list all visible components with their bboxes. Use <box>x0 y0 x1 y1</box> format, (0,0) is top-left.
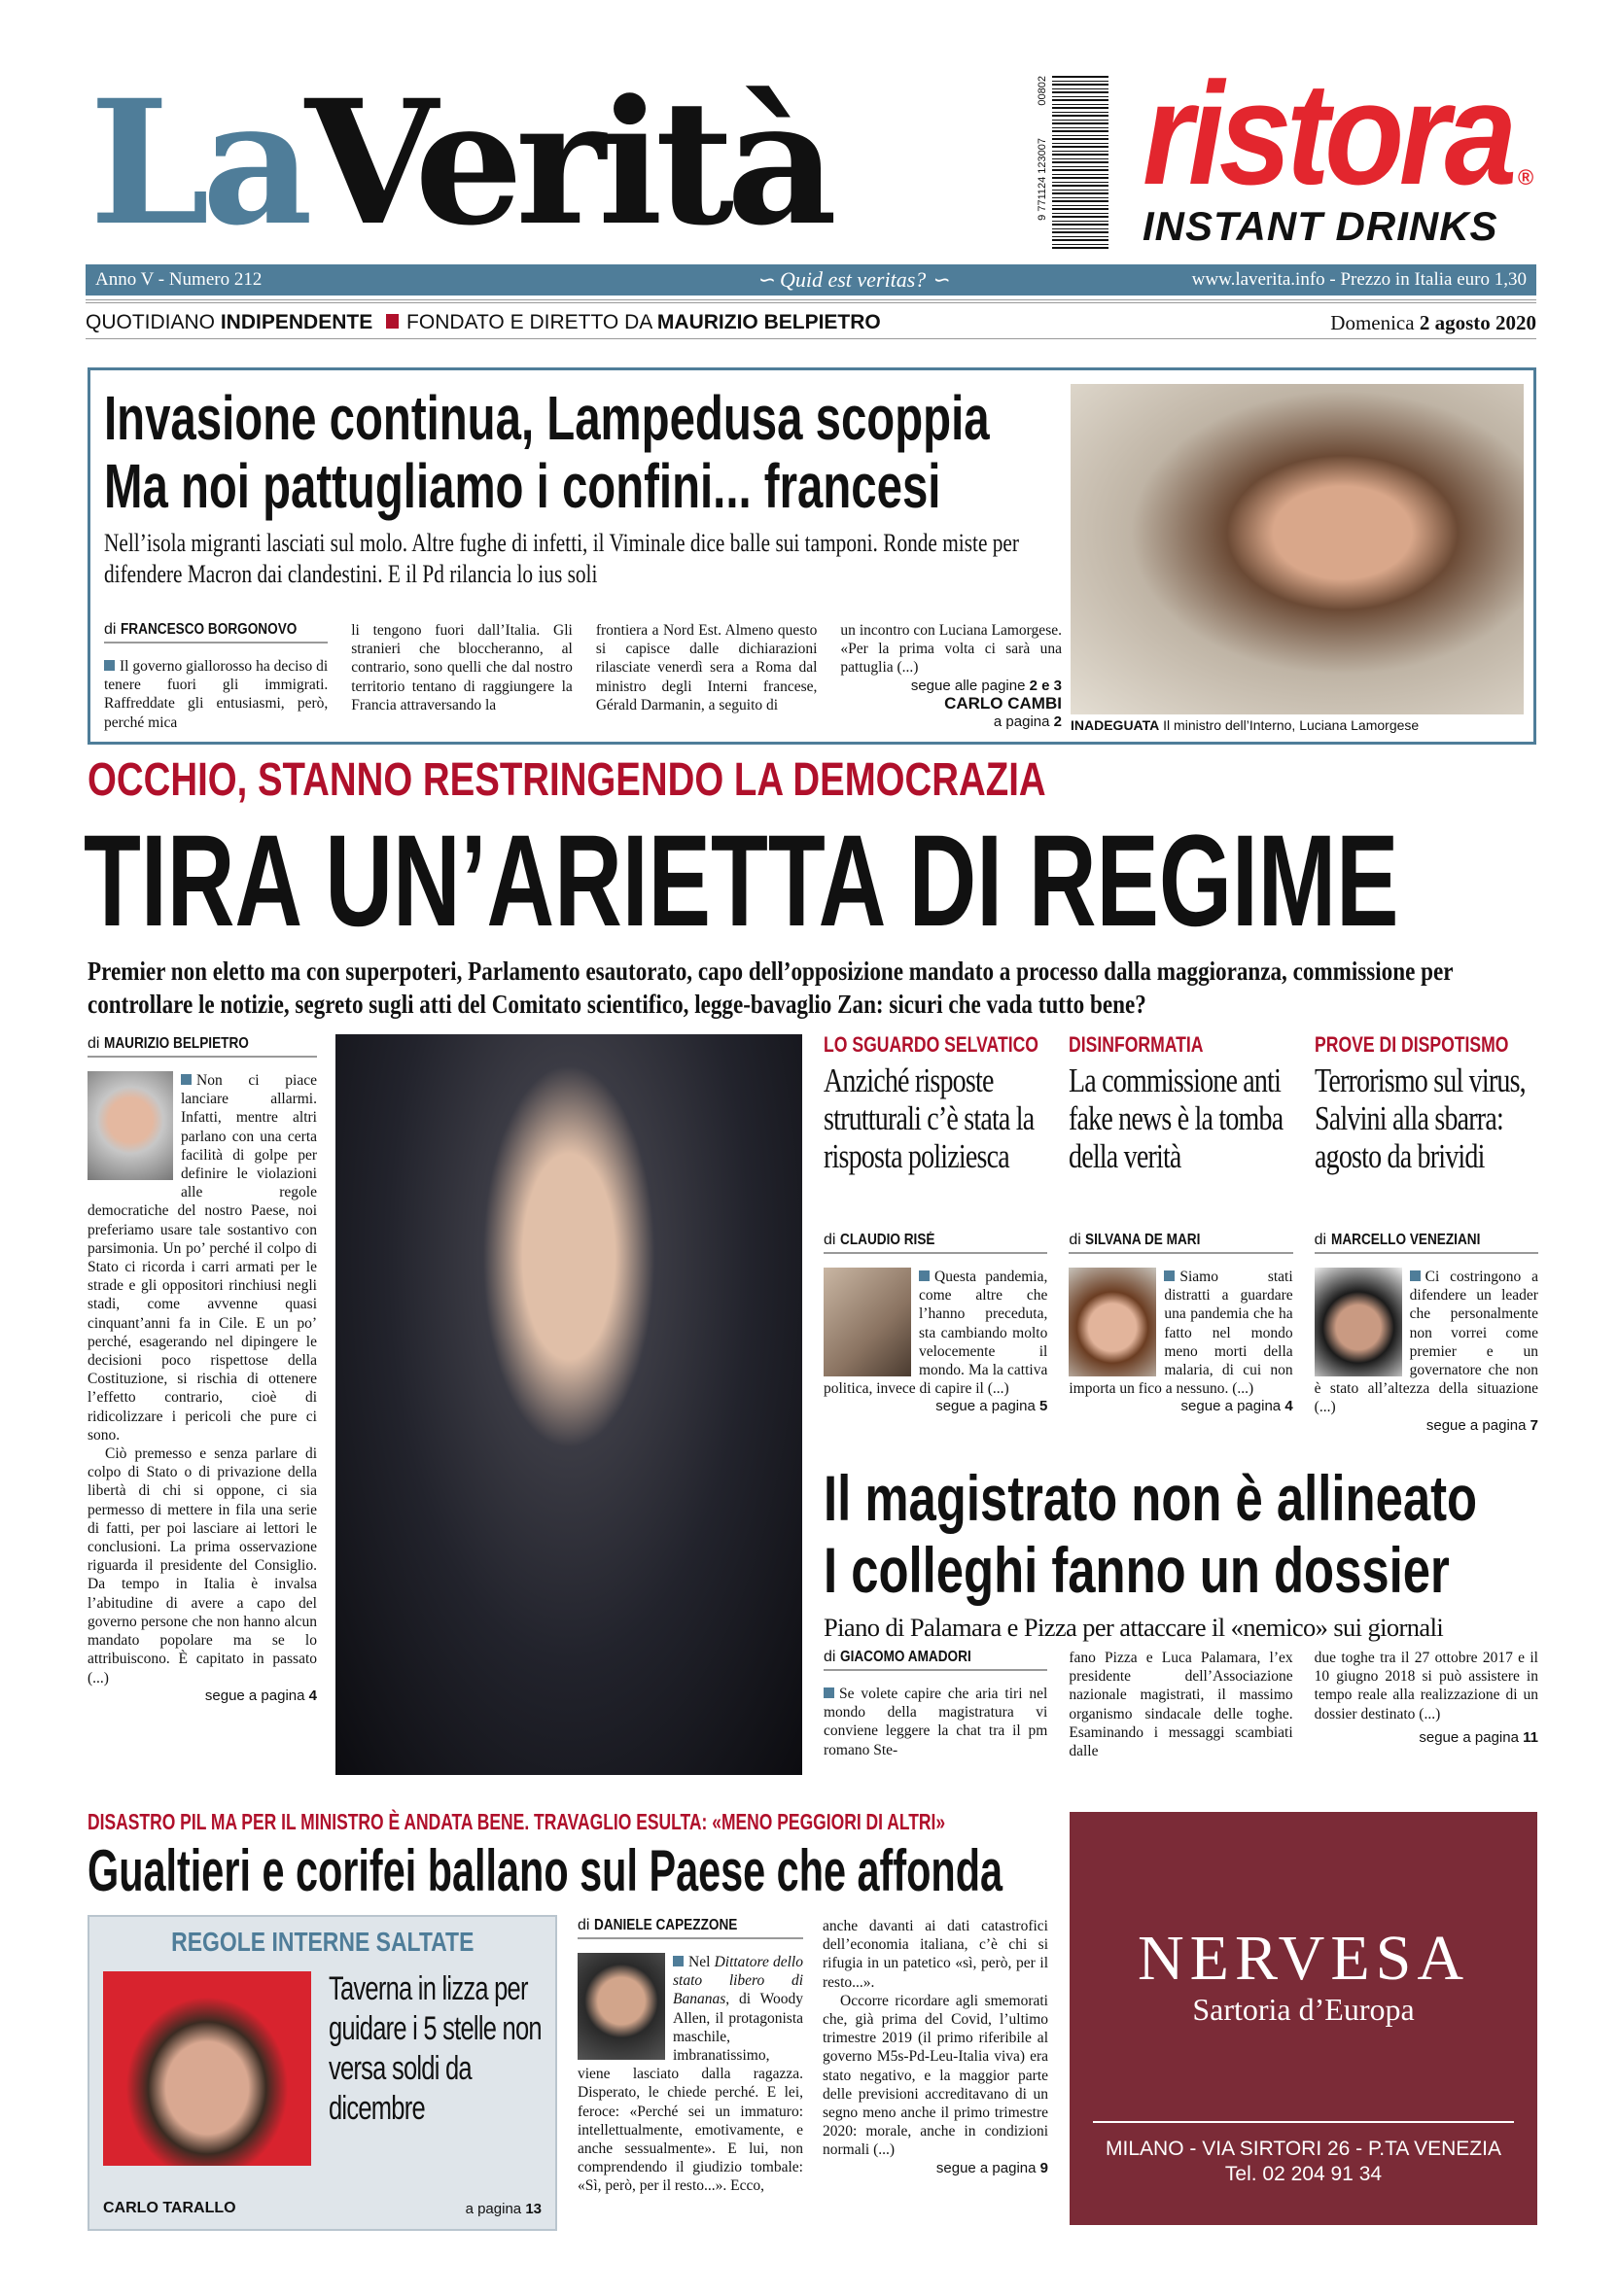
layout-block <box>1315 1232 1538 1254</box>
nervesa-tagline: Sartoria d’Europa <box>1192 1992 1415 2027</box>
bullet-square-icon <box>824 1687 834 1698</box>
layout-block <box>1315 1032 1538 1058</box>
layout-block <box>824 1649 1047 1671</box>
layout-block <box>823 2160 1048 2176</box>
layout-block <box>1143 203 1541 249</box>
text: segue a pagina <box>935 1398 1039 1415</box>
layout-block <box>1069 1032 1292 1058</box>
day: Domenica <box>1330 311 1420 334</box>
text: di <box>824 1232 840 1248</box>
conte-photo[interactable] <box>335 1034 802 1775</box>
opinion-rise[interactable] <box>824 1032 1047 1434</box>
text: DISASTRO PIL MA PER IL MINISTRO È ANDATA BENE. TRAVAGLIO ESULTA: «MENO PEGGIORI DI ALTRI» <box>88 1809 946 1834</box>
second-author: CARLO CAMBI <box>944 693 1062 713</box>
registered-mark: ® <box>1518 165 1534 190</box>
text: due toghe tra il 27 ottobre 2017 e il 10 giugno 2018 si può assistere in tempo reale alla realizzazione di un dossier destinato (...) <box>1314 1650 1538 1722</box>
opinion-columns <box>824 1032 1538 1434</box>
main-headline[interactable] <box>84 809 1618 954</box>
issue-date <box>1330 311 1536 335</box>
text: 11 <box>1523 1728 1538 1746</box>
ristora-tagline: INSTANT DRINKS <box>1143 203 1498 249</box>
layout-block <box>466 2201 542 2217</box>
layout-block <box>104 621 328 644</box>
magistrate-story[interactable] <box>824 1462 1538 1760</box>
author: FRANCESCO BORGONOVO <box>120 621 298 638</box>
text: SILVANA DE MARI <box>1085 1232 1201 1248</box>
text: di <box>88 1035 104 1052</box>
box-headline: Taverna in lizza per guidare i 5 stelle non versa soldi da dicembre <box>329 1970 542 2127</box>
red-square <box>386 314 399 329</box>
text: LO SGUARDO SELVATICO <box>824 1032 1038 1057</box>
magistrate-headline-2 <box>824 1534 1538 1612</box>
text: DANIELE CAPEZZONE <box>593 1917 738 1933</box>
text: Il magistrato non è allineato <box>824 1462 1478 1534</box>
layout-block <box>104 657 328 732</box>
layout-block <box>1315 1417 1538 1434</box>
bullet-square-icon <box>104 660 115 671</box>
subtitle-bar <box>86 311 1536 339</box>
bullet-square-icon <box>181 1074 192 1085</box>
author: MAURIZIO BELPIETRO <box>103 1035 249 1052</box>
layout-block <box>1315 1649 1538 1760</box>
layout-block <box>1315 1061 1538 1232</box>
text: segue a pagina <box>935 2159 1040 2176</box>
barcode <box>1052 74 1108 249</box>
layout-block <box>1069 1061 1292 1232</box>
nervesa-address: MILANO - VIA SIRTORI 26 - P.TA VENEZIA <box>1106 2138 1501 2160</box>
text: OCCHIO, STANNO RESTRINGENDO LA DEMOCRAZIA <box>88 754 1046 806</box>
ristora-brand: ristora <box>1143 52 1512 215</box>
editorial-column[interactable] <box>88 1035 317 1704</box>
text: DISINFORMATIA <box>1069 1032 1204 1057</box>
text: 4 <box>1284 1398 1293 1415</box>
ad-divider <box>1093 2121 1514 2123</box>
layout-block <box>824 1032 1047 1058</box>
top-col-3: frontiera a Nord Est. Almeno questo si capisce dalle dichiarazioni rilasciate venerdì sera a Roma dal ministro degli Interni francese, Gérald Darmanin, a seguito di <box>595 622 818 713</box>
founder-name: MAURIZIO BELPIETRO <box>656 311 881 333</box>
text: di <box>824 1649 840 1665</box>
bullet-square-icon <box>919 1270 930 1281</box>
nervesa-ad[interactable] <box>1070 1812 1537 2225</box>
opinion-de-mari[interactable] <box>1069 1032 1292 1434</box>
layout-block <box>824 1649 1538 1760</box>
layout-block <box>1069 1232 1292 1254</box>
layout-block <box>840 713 1062 730</box>
text: di <box>578 1917 594 1933</box>
text: GIACOMO AMADORI <box>839 1649 971 1665</box>
text: segue a pagina <box>204 1687 309 1704</box>
text: Il ministro dell’Interno, Luciana Lamorgese <box>1159 717 1420 733</box>
text: INADEGUATA <box>1071 717 1160 733</box>
layout-block <box>824 1685 1047 1759</box>
text: Ci costringono a difendere un leader che personalmente non vorrei come premier e un governatore che non è stato all’altezza della situazione (...) <box>1314 1269 1538 1416</box>
text: a pagina <box>465 2201 526 2217</box>
veneziani-photo <box>1315 1268 1402 1376</box>
main-kicker <box>88 756 1285 805</box>
text: Invasione continua, Lampedusa scoppia <box>104 383 990 453</box>
box-author: CARLO TARALLO <box>103 2200 236 2216</box>
layout-block <box>1143 52 1541 215</box>
text: Dittatore dello stato libero di Bananas <box>673 1954 803 2008</box>
nervesa-brand: NERVESA <box>1137 1923 1470 1994</box>
layout-block <box>824 1398 1047 1414</box>
top-story[interactable] <box>88 367 1536 745</box>
text: Se volete capire che aria tiri nel mondo della magistratura vi conviene leggere la chat tra il pm romano Ste- <box>824 1686 1048 1758</box>
text: Il governo giallorosso ha deciso di tenere fuori gli immigrati. Raffreddate gli entusiasmi, però, perché mica <box>104 658 329 731</box>
text: 2 <box>1053 713 1062 730</box>
founder-label: FONDATO E DIRETTO DA <box>406 311 657 333</box>
opinion-headline: La commissione anti fake news è la tomba della verità <box>1069 1061 1284 1175</box>
text: 7 <box>1530 1416 1538 1434</box>
text: Ciò premesso e senza parlare di colpo di Stato o di privazione della libertà di chi si oppone, ci sia permesso di mettere in fila una serie di fatti, per poi lasciare ai lettori le conclusioni. La prima osservazione riguarda il presidente del Consiglio. Da tempo in Italia è invalsa l’abitudine di avere a capo del governo persone che non hanno alcun mandato popolare ma se lo attribuiscono. È capitato in passato (...) <box>88 1445 317 1687</box>
text: MARCELLO VENEZIANI <box>1330 1232 1480 1248</box>
capezzone-photo <box>578 1953 665 2060</box>
text: di <box>104 621 121 638</box>
layout-block <box>824 1232 1047 1254</box>
opinion-veneziani[interactable] <box>1315 1032 1538 1434</box>
divider <box>86 299 1536 303</box>
tagline-bold: INDIPENDENTE <box>220 311 373 333</box>
opinion-headline: Terrorismo sul virus, Salvini alla sbarra: agosto da brividi <box>1314 1061 1526 1175</box>
magistrate-deck-row <box>824 1612 1538 1643</box>
text: Non ci piace lanciare allarmi. Infatti, mentre altri parlano con una certa facilità di golpe per definire le violazioni alle regole democratiche del nostro Paese, noi preferiamo usare tale sostantivo con parsimonia. Un po’ perché il colpo di Stato ci ricorda i carri armati per le strade e gli oppositori rinchiusi negli stadi, come avvenne quasi cinquant’anni fa in Cile. E un po’ perché, esagerando nel dipingere le decisioni poco rispettose della Costituzione, si rischia di ottenere l’effetto contrario, cioè di ridicolizzare i pericoli che pure ci sono. <box>88 1072 317 1444</box>
info-bar <box>86 264 1536 296</box>
website-price[interactable]: www.laverita.info - Prezzo in Italia euro 1,30 <box>1191 269 1527 290</box>
gdp-kicker <box>88 1808 1216 1835</box>
text: un incontro con Luciana Lamorgese. «Per la prima volta ci sarà una pattuglia (...) <box>840 622 1062 677</box>
text: di <box>1314 1232 1331 1248</box>
bullet-square-icon <box>1410 1270 1421 1281</box>
layout-block <box>824 1061 1047 1232</box>
layout-block <box>578 1917 803 1939</box>
bullet-square-icon <box>673 1956 684 1966</box>
layout-block <box>104 621 1062 732</box>
top-col-2: li tengono fuori dall’Italia. Gli stranieri che bloccheranno, al contrario, sono quelli che dal nostro territorio tentano di raggiungere la Francia attraversando la <box>351 622 573 713</box>
issue-number: Anno V - Numero 212 <box>95 269 263 290</box>
top-col-1 <box>104 621 328 732</box>
text: segue a pagina <box>1425 1416 1530 1434</box>
top-col-4 <box>840 621 1062 732</box>
text: 9 <box>1039 2159 1048 2176</box>
layout-block <box>88 1035 317 1058</box>
date: 2 agosto 2020 <box>1419 311 1536 334</box>
layout-block <box>823 1917 1048 2196</box>
text: REGOLE INTERNE SALTATE <box>170 1927 475 1957</box>
layout-block <box>88 1687 317 1704</box>
text: TIRA UN’ARIETTA DI REGIME <box>84 809 1399 954</box>
text: di <box>1069 1232 1086 1248</box>
layout-block <box>840 678 1062 694</box>
logo-verita: Verità <box>304 62 830 263</box>
layout-block <box>1069 1398 1292 1414</box>
text: Questa pandemia, come altre che l’hanno preceduta, sta cambiando molto velocemente il mondo. Ma la cattiva politica, invece di capire il (...) <box>824 1269 1048 1398</box>
layout-block <box>578 1917 803 2196</box>
bullet-square-icon <box>1164 1270 1175 1281</box>
rise-photo <box>824 1268 911 1376</box>
text: 2 e 3 <box>1029 677 1062 694</box>
capezzone-article[interactable] <box>578 1917 1048 2196</box>
main-deck: Premier non eletto ma con superpoteri, Parlamento esautorato, capo dell’opposizione mandato a processo dalla maggioranza, commissione per controllare le notizie, segreto sugli atti del Comitato scientifico, legge-bavaglio Zan: sicuri che vada tutto bene? <box>88 956 1454 1019</box>
text: Gualtieri e corifei ballano sul Paese che affonda <box>88 1838 1003 1903</box>
lamorgese-photo[interactable] <box>1071 384 1524 714</box>
nervesa-phone: Tel. 02 204 91 34 <box>1224 2163 1383 2185</box>
tagline-part: QUOTIDIANO <box>86 311 221 333</box>
opinion-headline: Anziché risposte strutturali c’è stata la risposta poliziesca <box>824 1061 1035 1175</box>
text: 13 <box>525 2201 542 2217</box>
barcode-number: 9 771124 123007 <box>1037 138 1048 221</box>
taverna-photo <box>103 1971 311 2166</box>
masthead-logo[interactable] <box>89 62 1023 263</box>
text: anche davanti ai dati catastrofici dell’economia italiana, c’è chi si rifugia in un patetico «sì, però, per il resto...». <box>823 1918 1048 1991</box>
text: segue a pagina <box>1419 1728 1524 1746</box>
text: , di Woody Allen, il protagonista maschile, imbranatissimo, viene lasciato dalla ragazza. Disperato, le chiede perché. E lei, feroce: «Perché sei un immaturo: intellettualmente, emotivamente, e anche sessualmente». E lui, non comprendendo il giudizio tombale: «Sì, però, per il resto...». Ecco, <box>578 1991 803 2195</box>
text: I colleghi fanno un dossier <box>824 1534 1450 1606</box>
barcode-top-number: 00802 <box>1037 76 1048 106</box>
layout-block <box>1315 1729 1538 1746</box>
motto-text: Quid est veritas? <box>779 267 927 292</box>
tagline <box>86 311 881 333</box>
ristora-ad[interactable] <box>1143 52 1541 255</box>
box-kicker <box>103 1927 542 1960</box>
text: a pagina <box>993 713 1054 730</box>
text: Occorre ricordare agli smemorati che, già prima del Covid, l’ultimo trimestre 2019 (il primo riferibile al governo M5s-Pd-Leu-Italia viva) era stato negativo, e la maggior parte delle previsioni accreditavano di un segno meno anche il primo trimestre 2020: morale, anche in condizioni normali (...) <box>823 1992 1048 2159</box>
text: Ma noi pattugliamo i confini... francesi <box>104 451 941 521</box>
logo-la: La <box>89 62 305 263</box>
logo-wordmark <box>89 62 830 263</box>
motto: ∽ Quid est veritas? ∽ <box>756 267 950 292</box>
text: 4 <box>308 1687 317 1704</box>
text: CLAUDIO RISÉ <box>839 1232 935 1248</box>
text: fano Pizza e Luca Palamara, l’ex presidente dell’Associazione nazionale magistrati, il massimo organismo sindacale delle toghe. Esaminando i messaggi scambiati dalle <box>1069 1650 1293 1760</box>
text: PROVE DI DISPOTISMO <box>1314 1032 1509 1057</box>
top-deck: Nell’isola migranti lasciati sul molo. Altre fughe di infetti, il Viminale dice balle sui tamponi. Ronde miste per difendere Macron dai clandestini. E il Pd rilancia lo ius soli <box>104 529 1019 588</box>
de-mari-photo <box>1069 1268 1156 1376</box>
magistrate-deck: Piano di Palamara e Pizza per attaccare il «nemico» sui giornali <box>824 1613 1444 1642</box>
text: segue alle pagine <box>910 677 1030 694</box>
layout-block <box>824 1649 1047 1760</box>
text: Nel <box>688 1954 715 1970</box>
text: 5 <box>1038 1398 1048 1415</box>
text: segue a pagina <box>1180 1398 1285 1415</box>
text: Siamo stati distratti a guardare una pandemia che ha fatto nel mondo meno morti della malaria, di cui non importa un fico a nessuno. (...) <box>1069 1269 1293 1398</box>
magistrate-headline-1 <box>824 1462 1538 1534</box>
taverna-box[interactable] <box>88 1915 557 2231</box>
photo-caption <box>1071 717 1419 733</box>
belpietro-photo <box>88 1071 173 1180</box>
